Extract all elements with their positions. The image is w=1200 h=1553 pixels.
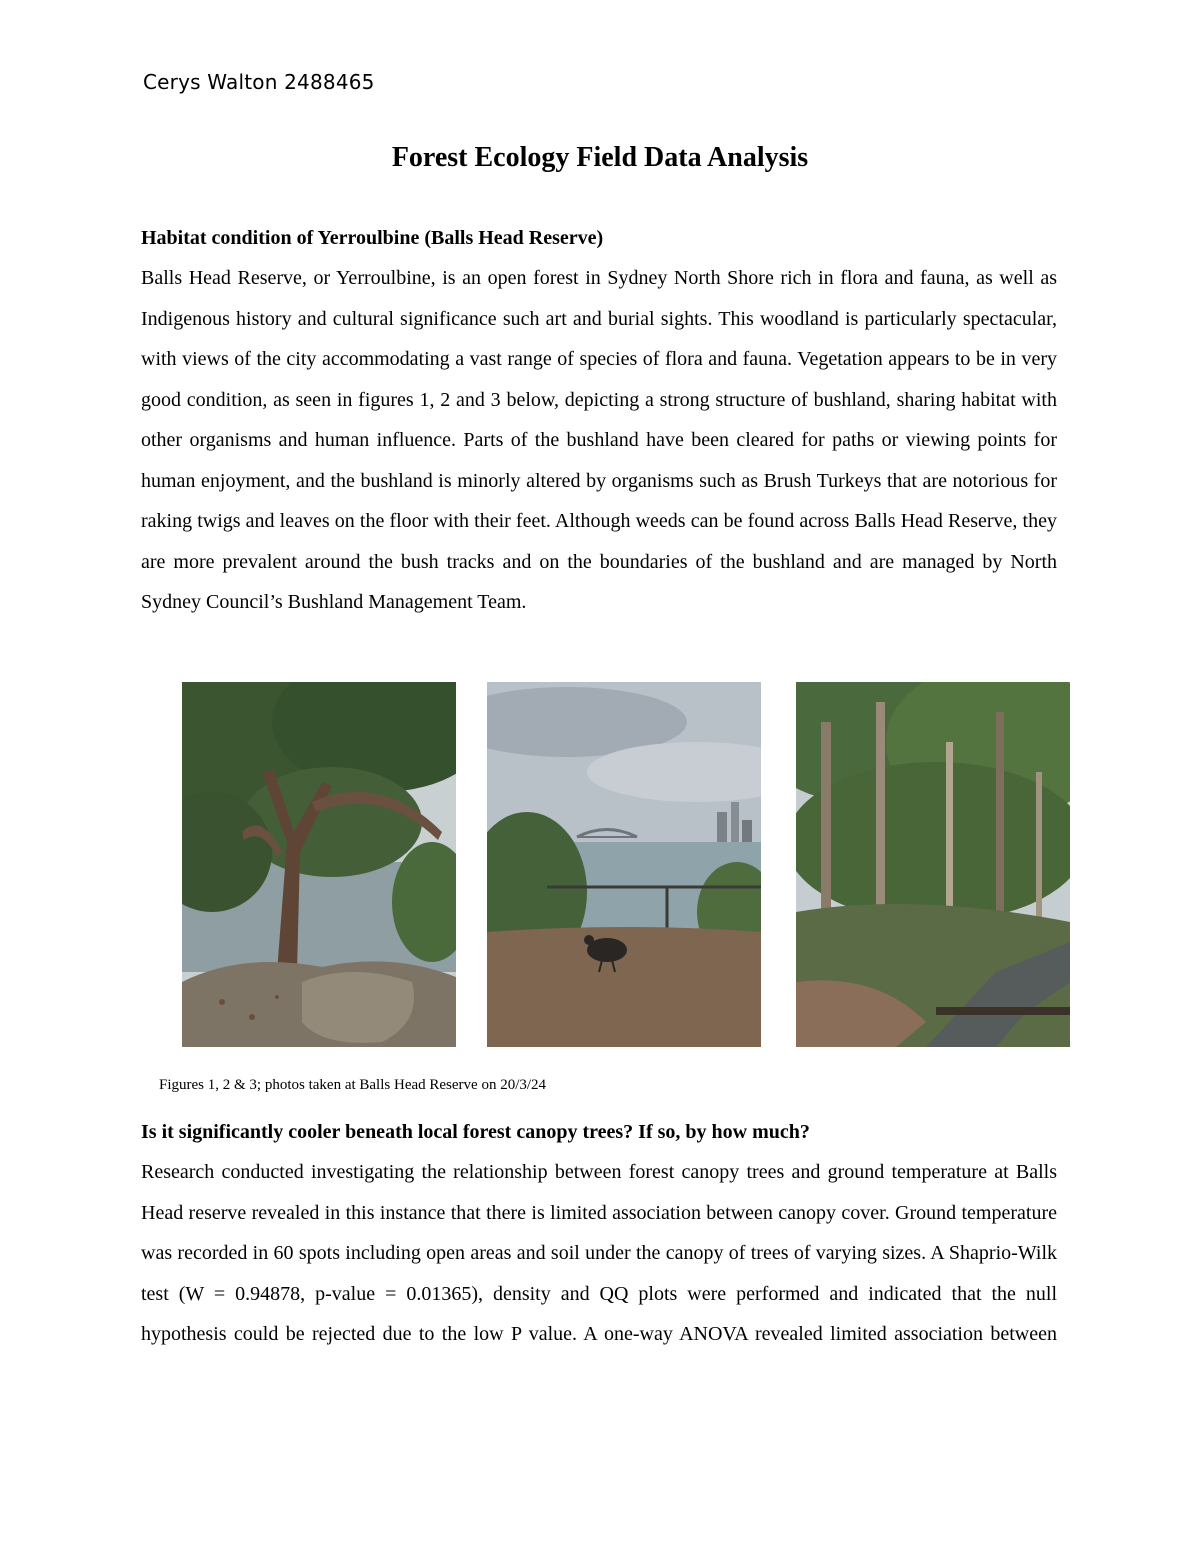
canopy-paragraph: Research conducted investigating the relationship between forest canopy trees and ground temperature at Balls Head reserve revealed in this instance that there is limited association between canopy cover. Ground temperature was recorded in 60 spots including open areas and soil under the canopy of trees of varying sizes. A Shaprio-Wilk test (W = 0.94878, p-value = 0.01365), density and QQ plots were performed and indicated that the null hypothesis could be rejected due to the low P value. A one-way ANOVA revealed limited association between [141, 1161, 1057, 1345]
document-title: Forest Ecology Field Data Analysis [391, 142, 809, 173]
section-heading-canopy: Is it significantly cooler beneath local forest canopy trees? If so, by how much? [141, 1121, 810, 1143]
figure-1-photo [182, 682, 456, 1047]
tree-rock-photo [182, 682, 456, 1047]
figures-caption: Figures 1, 2 & 3; photos taken at Balls Head Reserve on 20/3/24 [159, 1077, 547, 1093]
section-heading-habitat: Habitat condition of Yerroulbine (Balls Head Reserve) [141, 227, 604, 249]
harbour-view-photo [487, 682, 761, 1047]
bush-track-photo [796, 682, 1070, 1047]
figure-2-photo [487, 682, 761, 1047]
figure-3-photo [796, 682, 1070, 1047]
author-header: Cerys Walton 2488465 [143, 70, 375, 94]
habitat-paragraph: Balls Head Reserve, or Yerroulbine, is an open forest in Sydney North Shore rich in flora and fauna, as well as Indigenous history and cultural significance such art and burial sights. This woodland is particularly spectacular, with views of the city accommodating a vast range of species of flora and fauna. Vegetation appears to be in very good condition, as seen in figures 1, 2 and 3 below, depicting a strong structure of bushland, sharing habitat with other organisms and human influence. Parts of the bushland have been cleared for paths or viewing points for human enjoyment, and the bushland is minorly altered by organisms such as Brush Turkeys that are notorious for raking twigs and leaves on the floor with their feet. Although weeds can be found across Balls Head Reserve, they are more prevalent around the bush tracks and on the boundaries of the bushland and are managed by North Sydney Council’s Bushland Management Team. [141, 267, 1057, 613]
